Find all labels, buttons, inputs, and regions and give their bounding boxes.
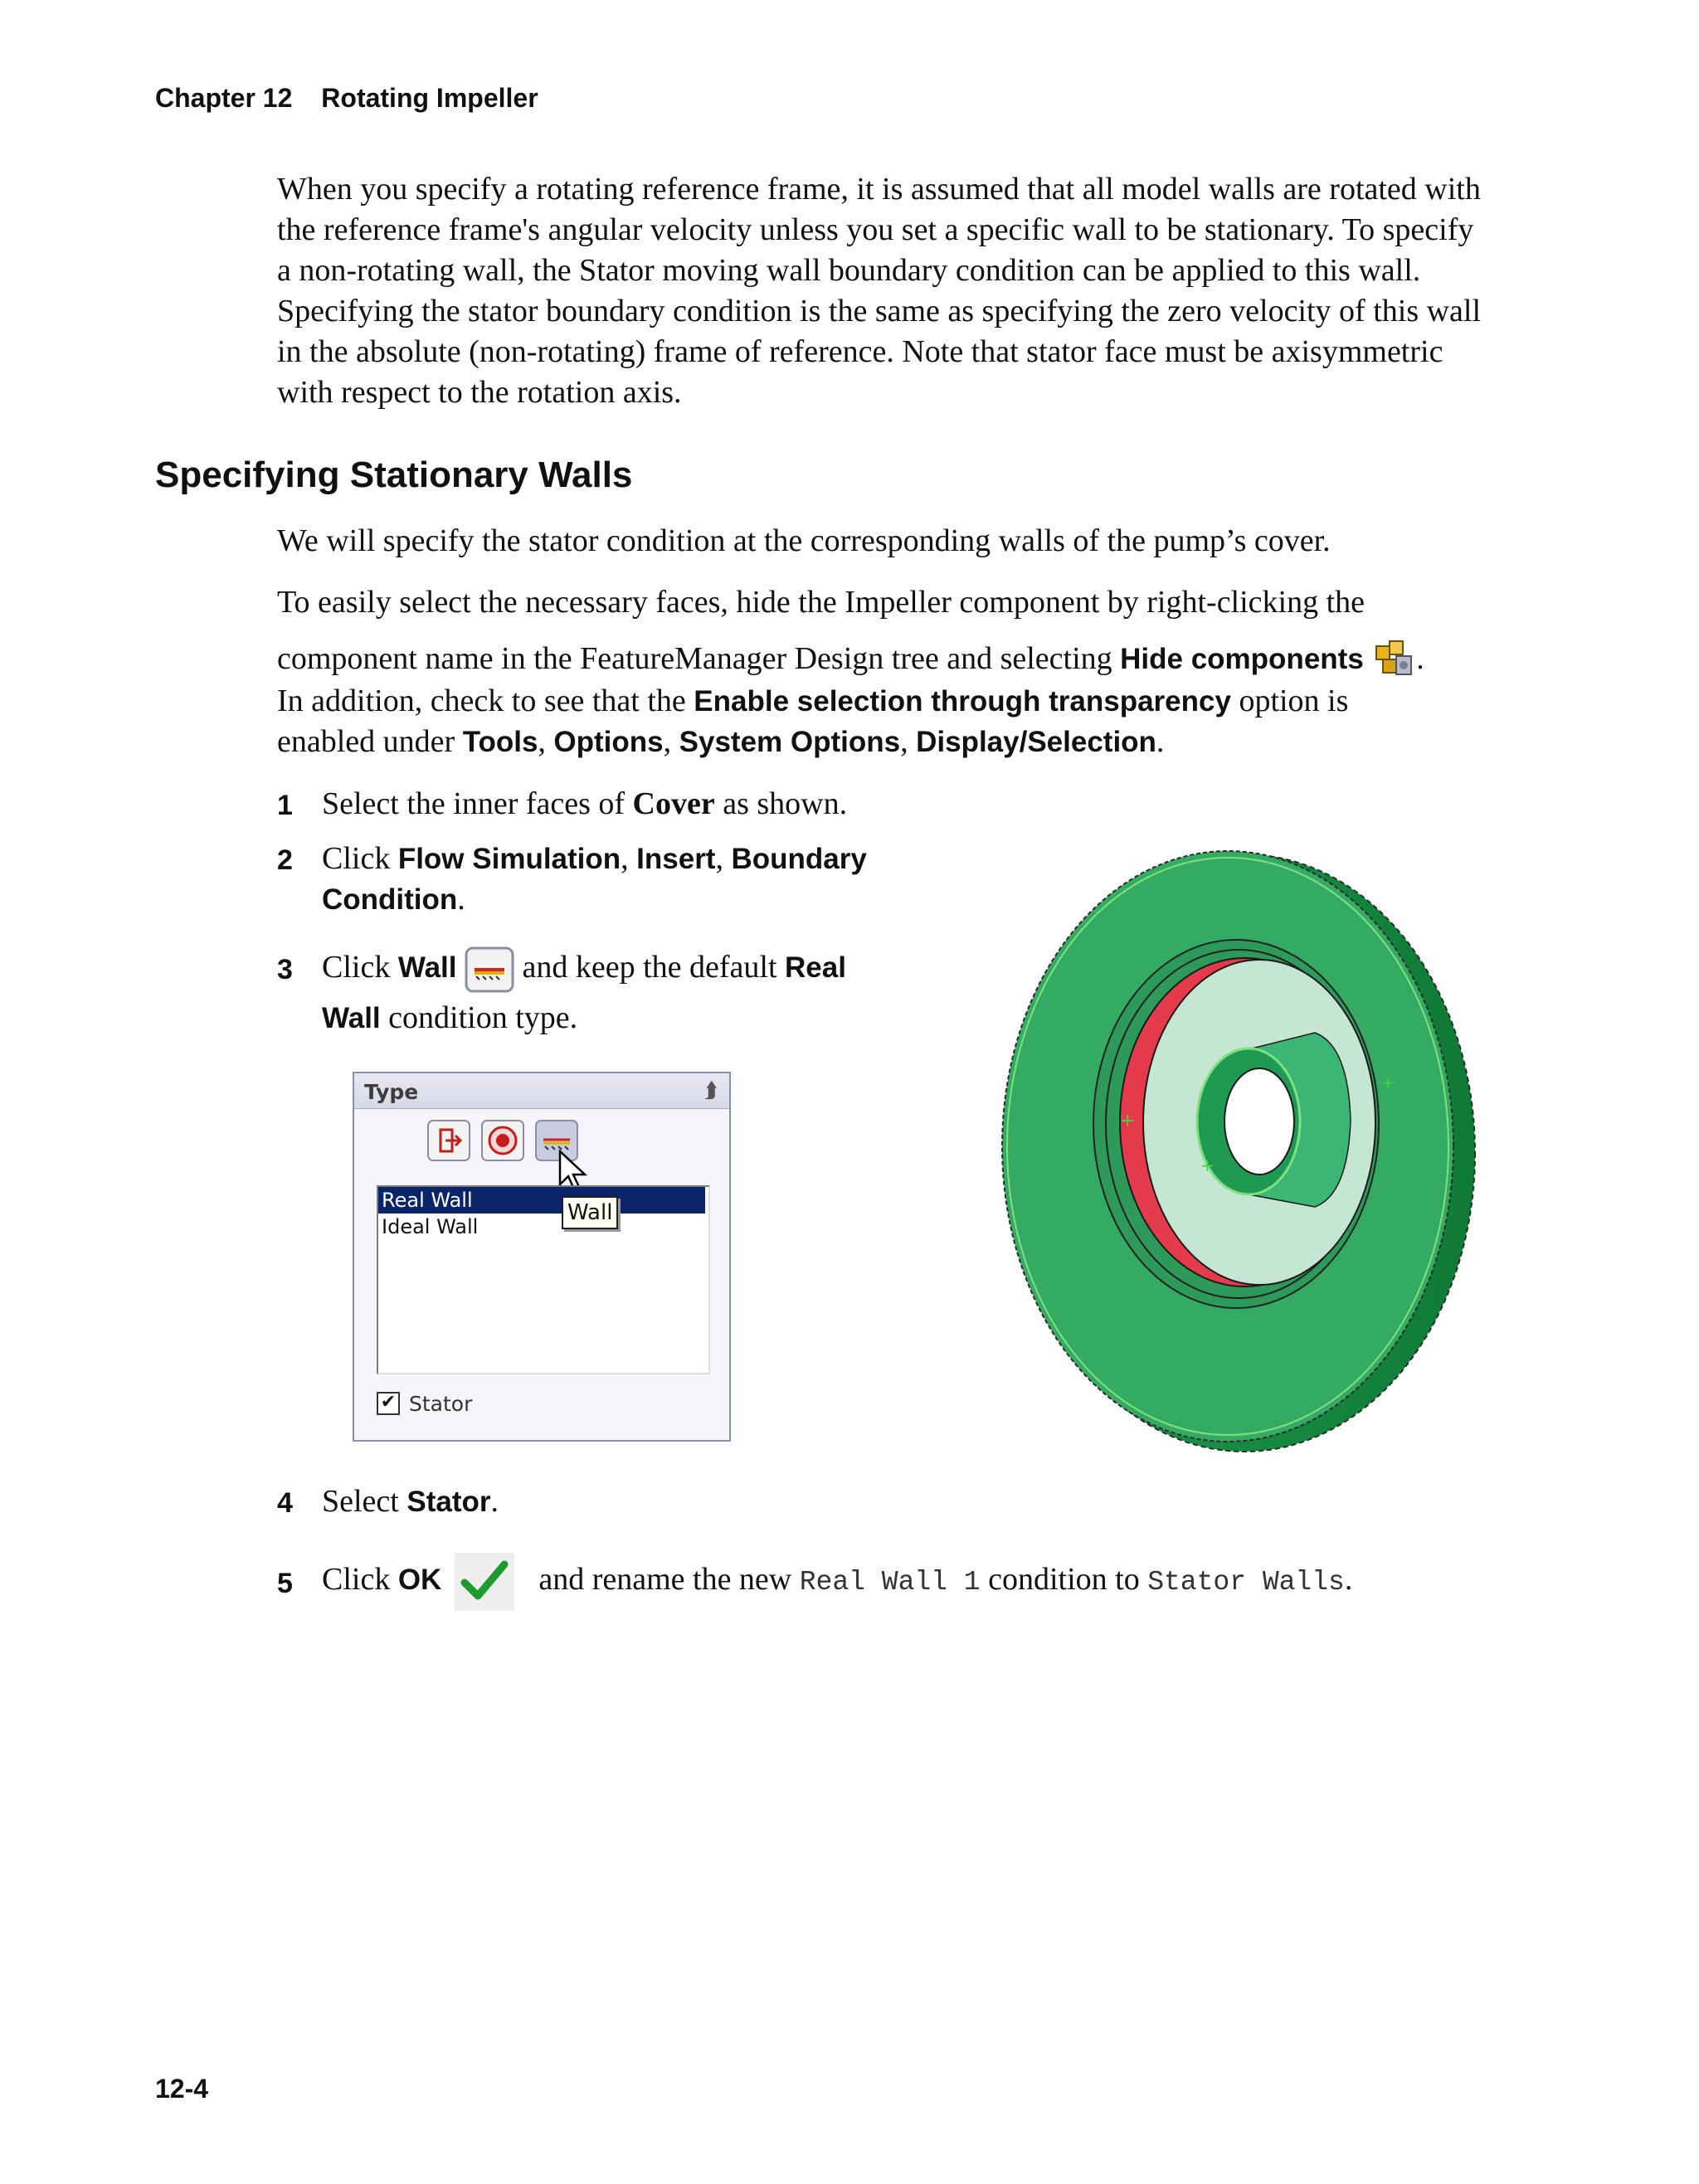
chapter-title: Rotating Impeller [321, 83, 538, 113]
hide-components-paragraph [277, 582, 1488, 762]
stator-label: Stator [409, 1392, 473, 1416]
stator-intro-paragraph: We will specify the stator condition at the corresponding walls of the pump’s cover. [277, 523, 1331, 558]
text-span: In addition, check to see that the [277, 683, 686, 718]
menu-boundary: Boundary [731, 843, 867, 875]
wall-icon [465, 946, 514, 993]
svg-text:+: + [1200, 1155, 1215, 1175]
wall-label: Wall [397, 951, 457, 984]
step-number: 3 [277, 954, 293, 985]
step-1-text [322, 784, 847, 824]
step-number: 1 [277, 790, 293, 821]
ok-checkmark-icon [455, 1553, 514, 1611]
step-4-text [322, 1481, 499, 1522]
collapse-icon[interactable]: ⮭ [704, 1078, 718, 1103]
separator: , [900, 724, 908, 759]
old-condition-name: Real Wall 1 [799, 1567, 981, 1598]
paragraph-line: To easily select the necessary faces, hide the Impeller component by right-clicking the [277, 585, 1366, 620]
text-span: enabled under [277, 724, 455, 759]
step-3-text [322, 942, 919, 1043]
new-condition-name: Stator Walls [1147, 1567, 1345, 1598]
chapter-number: Chapter 12 [155, 83, 293, 113]
ok-label: OK [397, 1564, 442, 1596]
text-span: option is [1239, 683, 1349, 718]
separator: , [663, 724, 672, 759]
paragraph-line [277, 722, 1488, 762]
list-item[interactable]: Real Wall [378, 1187, 705, 1214]
list-item[interactable]: Ideal Wall [382, 1215, 479, 1238]
hide-components-label: Hide components [1120, 642, 1364, 675]
separator: , [715, 841, 723, 876]
text-span: and rename the new [538, 1562, 792, 1597]
text-span: condition type. [388, 1000, 578, 1036]
text-span: Click [322, 1562, 391, 1597]
wall-tooltip: Wall [562, 1196, 618, 1229]
cover-label: Cover [632, 786, 715, 821]
panel-header[interactable] [354, 1073, 729, 1109]
step-2-text [322, 839, 919, 920]
text-span: Click [322, 841, 391, 876]
text-span: . [1416, 640, 1424, 676]
text-span: component name in the FeatureManager Design tree and selecting [277, 640, 1112, 676]
intro-paragraph: When you specify a rotating reference frame, it is assumed that all model walls are rotated with the reference frame's angular velocity unless you set a specific wall to be stationary. To specify a non-rotating wall, the Stator moving wall boundary condition can be applied to this wall. Specifying the stator boundary condition is the same as specifying the zero velocity of this wall in the absolute (non-rotating) frame of reference. Note that stator face must be axisymmetric with respect to the rotation axis. [277, 172, 1482, 410]
cover-model-image [954, 796, 1485, 1460]
page-number: 12-4 [155, 2074, 209, 2104]
text-span: . [490, 1484, 499, 1519]
section-heading: Specifying Stationary Walls [155, 455, 633, 495]
separator: , [538, 724, 546, 759]
menu-insert: Insert [636, 843, 716, 875]
svg-text:+: + [1381, 1073, 1395, 1092]
inlet-icon [429, 1121, 469, 1160]
menu-display-selection: Display/Selection [916, 726, 1156, 758]
text-span: Select the inner faces of [322, 786, 626, 821]
wall-label-2: Wall [322, 1002, 381, 1035]
text-span: . [1344, 1562, 1353, 1597]
stator-checkbox[interactable]: ✔ [377, 1392, 400, 1415]
menu-tools: Tools [462, 726, 538, 758]
pressure-opening-icon [483, 1121, 523, 1160]
text-span: Select [322, 1484, 399, 1519]
separator: , [621, 841, 629, 876]
menu-system-options: System Options [679, 726, 901, 758]
pressure-opening-button[interactable] [481, 1120, 524, 1161]
enable-selection-label: Enable selection through transparency [694, 685, 1231, 717]
hide-components-icon [1371, 636, 1416, 681]
text-span: and keep the default [522, 950, 777, 985]
menu-condition: Condition [322, 883, 458, 916]
step-number: 5 [277, 1568, 293, 1599]
paragraph-line [277, 681, 1488, 722]
panel-title: Type [364, 1080, 419, 1104]
menu-options: Options [553, 726, 664, 758]
condition-type-list[interactable] [377, 1185, 710, 1374]
real-label: Real [785, 951, 846, 984]
step-number: 4 [277, 1487, 293, 1519]
type-panel [353, 1072, 731, 1442]
svg-text:+: + [1120, 1111, 1136, 1131]
paragraph-line [277, 636, 1488, 681]
step-5-text [322, 1549, 1352, 1612]
text-span: as shown. [723, 786, 848, 821]
text-span: condition to [988, 1562, 1140, 1597]
inlet-button[interactable] [427, 1120, 470, 1161]
step-number: 2 [277, 844, 293, 876]
separator: . [1156, 724, 1165, 759]
running-header [155, 83, 538, 114]
text-span: Click [322, 950, 391, 985]
menu-flow-simulation: Flow Simulation [397, 843, 621, 875]
stator-bold-label: Stator [406, 1486, 491, 1518]
text-span: . [457, 882, 465, 917]
